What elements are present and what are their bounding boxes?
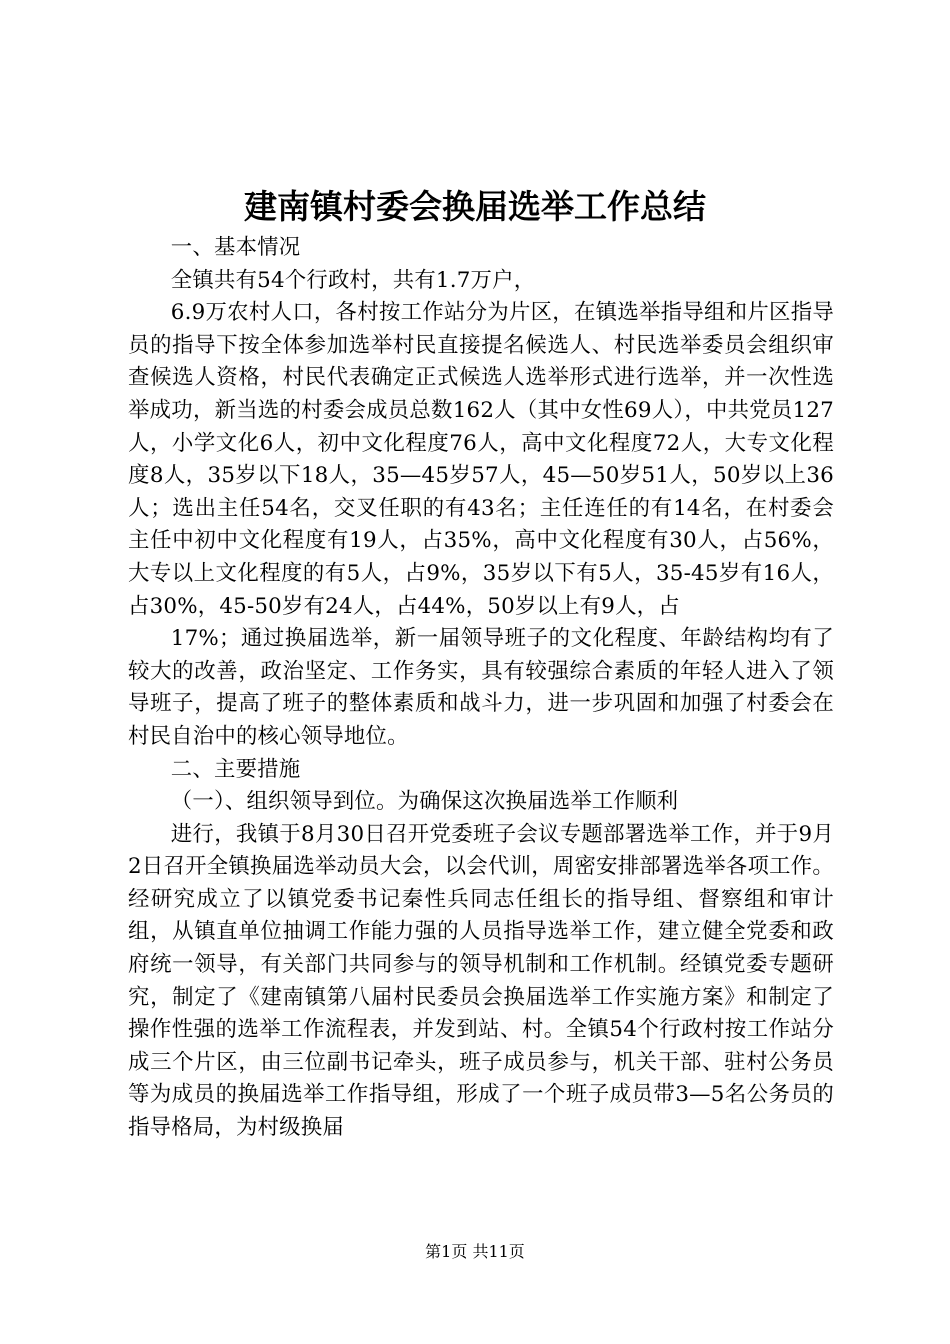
page-number: 第1页 共11页 — [425, 1242, 525, 1261]
section-heading-basic: 一、基本情况 — [170, 235, 301, 260]
subsection-heading: （一）、组织领导到位。为确保这次换届选举工作顺利 — [170, 789, 679, 815]
paragraph: 进行，我镇于8月30日召开党委班子会议专题部署选举工作，并于9月2日召开全镇换届选举动员大会，以会代训，周密安排部署选举各项工作。经研究成立了以镇党委书记秦性兵同志任组长的指导组、督察组和审计组，从镇直单位抽调工作能力强的人员指导选举工作，建立健全党委和政府统一领导，有关部门共同参与的领导机制和工作机制。经镇党委专题研究，制定了《建南镇第八届村民委员会换届选举工作实施方案》和制定了操作性强的选举工作流程表，并发到站、村。全镇54个行政村按工作站分成三个片区，由三位副书记牵头，班子成员参与，机关干部、驻村公务员等为成员的换届选举工作指导组，形成了一个班子成员带3—5名公务员的指导格局，为村级换届 — [128, 821, 834, 1141]
paragraph: 6.9万农村人口，各村按工作站分为片区，在镇选举指导组和片区指导员的指导下按全体参加选举村民直接提名候选人、村民选举委员会组织审查候选人资格，村民代表确定正式候选人选举形式进行选举，并一次性选举成功，新当选的村委会成员总数162人（其中女性69人），中共党员127人，小学文化6人，初中文化程度76人，高中文化程度72人，大专文化程度8人，35岁以下18人，35—45岁57人，45—50岁51人，50岁以上36人；选出主任54名，交叉任职的有43名；主任连任的有14名，在村委会主任中初中文化程度有19人，占35%，高中文化程度有30人，占56%，大专以上文化程度的有5人，占9%，35岁以下有5人，35-45岁有16人，占30%，45-50岁有24人，占44%，50岁以上有9人，占 — [128, 300, 834, 619]
document-title: 建南镇村委会换届选举工作总结 — [244, 187, 706, 226]
paragraph: 全镇共有54个行政村，共有1.7万户， — [170, 267, 536, 293]
paragraph: 17%；通过换届选举，新一届领导班子的文化程度、年龄结构均有了较大的改善，政治坚定、工作务实，具有较强综合素质的年轻人进入了领导班子，提高了班子的整体素质和战斗力，进一步巩固和加强了村委会在村民自治中的核心领导地位。 — [128, 626, 834, 749]
section-heading-measures: 二、主要措施 — [170, 756, 301, 782]
document-body — [128, 232, 834, 1145]
